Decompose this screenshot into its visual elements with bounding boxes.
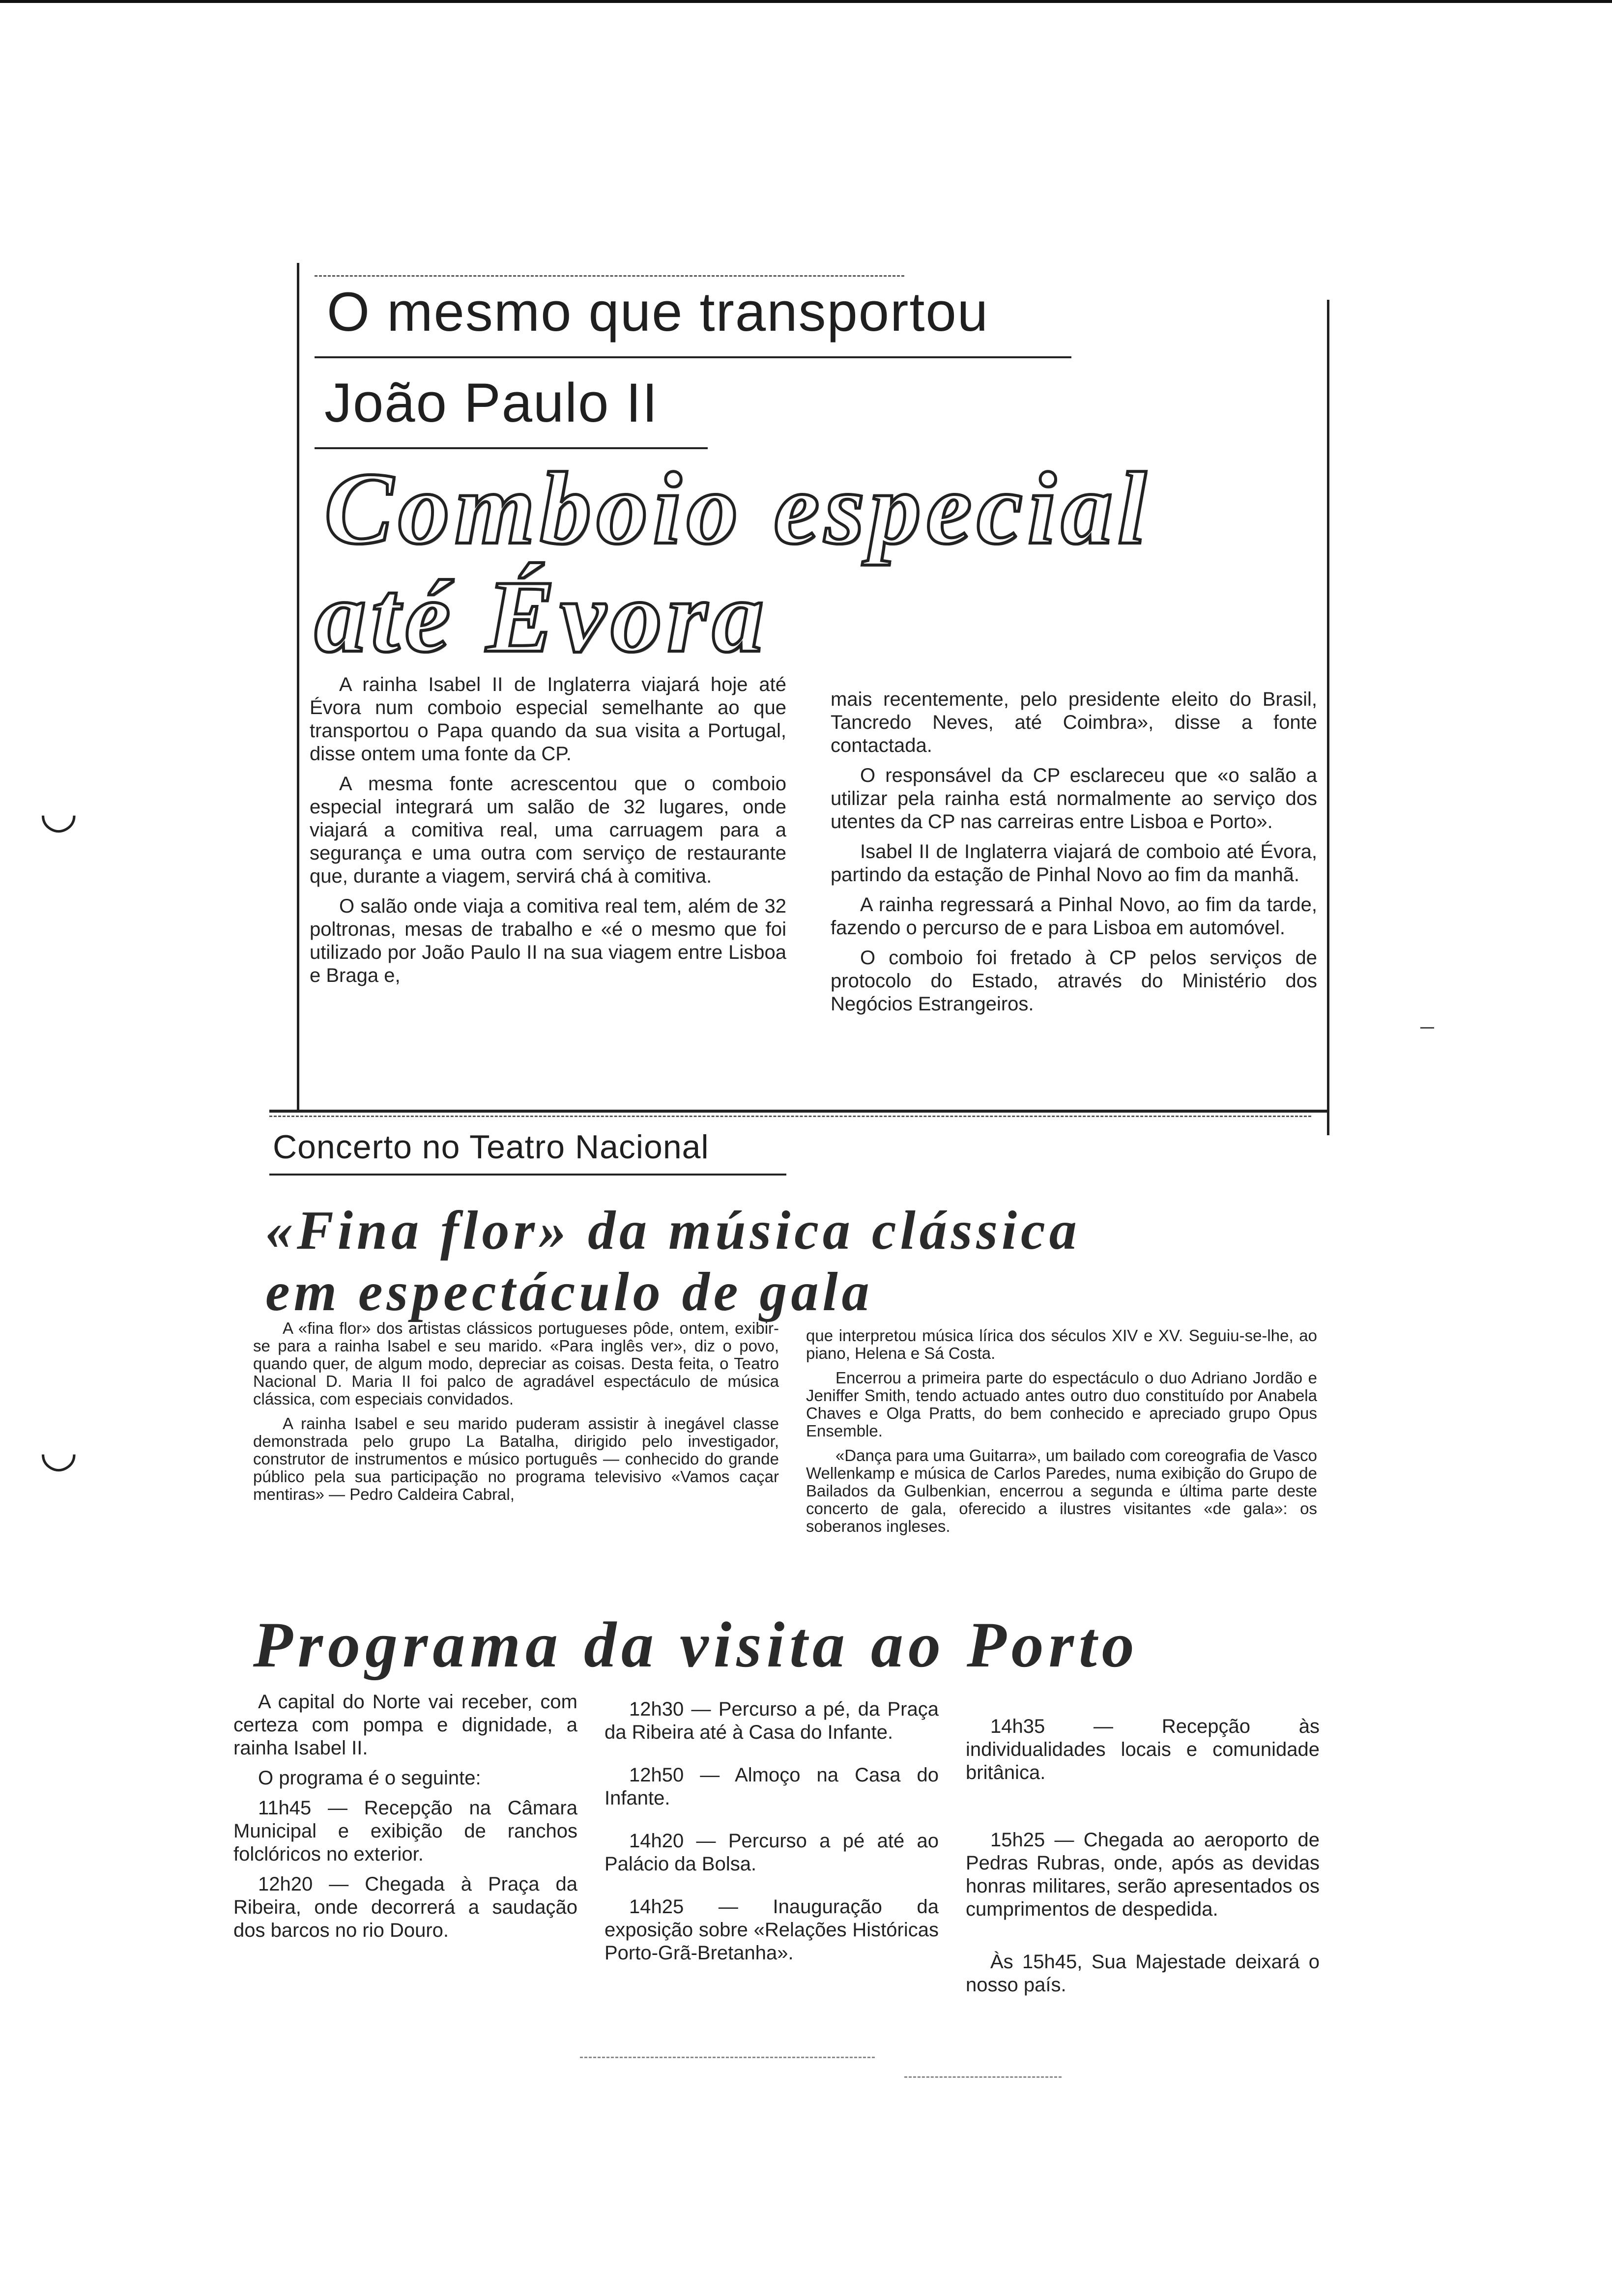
article3-column-1 xyxy=(233,1691,577,1949)
article-frame-top xyxy=(315,275,904,277)
article2-paragraph: que interpretou música lírica dos séculos XIV e XV. Seguiu-se-lhe, ao piano, Helena e Sá Costa. xyxy=(806,1326,1317,1362)
article1-paragraph: mais recentemente, pelo presidente eleito do Brasil, Tancredo Neves, até Coimbra», disse a fonte contactada. xyxy=(831,689,1317,756)
article2-paragraph: Encerrou a primeira parte do espectáculo o duo Adriano Jordão e Jeniffer Smith, tendo actuado antes outro duo constituído por Anabela Chaves e Olga Pratts, do bem conhecido e apreciado grupo Opus Ensemble. xyxy=(806,1369,1317,1440)
article1-paragraph: Isabel II de Inglaterra viajará de comboio até Évora, partindo da estação de Pinhal Novo ao fim da manhã. xyxy=(831,841,1317,886)
article1-paragraph: O responsável da CP esclareceu que «o salão a utilizar pela rainha está normalmente ao serviço dos utentes da CP nas carreiras entre Lisboa e Porto». xyxy=(831,765,1317,832)
margin-tick xyxy=(1420,1027,1434,1029)
article3-paragraph: O programa é o seguinte: xyxy=(258,1767,481,1789)
article3-paragraph: 14h25 — Inauguração da exposição sobre «Relações Históricas Porto-Grã-Bretanha». xyxy=(604,1896,939,1964)
article1-headline-line1: Comboio especial xyxy=(324,452,1151,566)
bottom-dashed-rule xyxy=(580,2057,875,2058)
article2-headline-line1: «Fina flor» da música clássica xyxy=(265,1200,1081,1261)
article3-paragraph: 12h30 — Percurso a pé, da Praça da Ribeira até à Casa do Infante. xyxy=(604,1698,939,1743)
article3-paragraph: 14h35 — Recepção às individualidades locais e comunidade britânica. xyxy=(966,1716,1320,1783)
punch-hole-mark: ◡ xyxy=(39,1427,78,1476)
article1-column-2 xyxy=(831,688,1317,1023)
article-frame-bottom xyxy=(269,1110,1329,1113)
article2-column-2 xyxy=(806,1327,1317,1542)
article1-kicker-line1: O mesmo que transportou xyxy=(327,281,989,343)
article2-paragraph: A rainha Isabel e seu marido puderam assistir à inegável classe demonstrada pelo grupo La Batalha, dirigido pelo investigador, construtor de instrumentos e músico português — conhecido do grande público pela sua participação no programa televisivo «Vamos caçar mentiras» — Pedro Caldeira Cabral, xyxy=(253,1414,779,1503)
bottom-dashed-rule xyxy=(904,2076,1062,2078)
article2-column-1 xyxy=(253,1320,779,1510)
kicker-underline xyxy=(315,447,708,449)
article3-column-2 xyxy=(604,1698,939,1972)
article1-paragraph: A mesma fonte acrescentou que o comboio especial integrará um salão de 32 lugares, onde viajará a comitiva real, uma carruagem para a segurança e uma outra com serviço de restaurante que, durante a viagem, servirá chá à comitiva. xyxy=(310,773,786,887)
article2-kicker: Concerto no Teatro Nacional xyxy=(273,1128,709,1166)
article3-paragraph: 14h20 — Percurso a pé até ao Palácio da Bolsa. xyxy=(604,1830,939,1875)
top-edge-rule xyxy=(0,0,1612,3)
article1-paragraph: A rainha Isabel II de Inglaterra viajará hoje até Évora num comboio especial semelhante ao que transportou o Papa quando da sua visita a Portugal, disse ontem uma fonte da CP. xyxy=(310,674,786,765)
article2-paragraph: A «fina flor» dos artistas clássicos portugueses pôde, ontem, exibir-se para a rainha Isabel e seu marido. «Para inglês ver», diz o povo, quando quer, de algum modo, depreciar as coisas. Desta feita, o Teatro Nacional D. Maria II foi palco de agradável espectáculo de música clássica, com especiais convidados. xyxy=(253,1319,779,1408)
article1-kicker-line2: João Paulo II xyxy=(324,372,659,433)
article3-paragraph: 12h20 — Chegada à Praça da Ribeira, onde decorrerá a saudação dos barcos no rio Douro. xyxy=(233,1873,577,1941)
article3-paragraph: A capital do Norte vai receber, com certeza com pompa e dignidade, a rainha Isabel II. xyxy=(233,1691,577,1759)
article2-headline-line2: em espectáculo de gala xyxy=(265,1262,873,1322)
kicker-underline xyxy=(269,1174,786,1176)
article1-paragraph: O salão onde viaja a comitiva real tem, além de 32 poltronas, mesas de trabalho e «é o mesmo que foi utilizado por João Paulo II na sua viagem entre Lisboa e Braga e, xyxy=(310,895,786,986)
article3-column-3 xyxy=(966,1715,1320,2004)
article3-paragraph: 15h25 — Chegada ao aeroporto de Pedras Rubras, onde, após as devidas honras militares, serão apresentados os cumprimentos de despedida. xyxy=(966,1829,1320,1920)
article3-headline: Programa da visita ao Porto xyxy=(253,1608,1139,1681)
article3-paragraph: 11h45 — Recepção na Câmara Municipal e exibição de ranchos folclóricos no exterior. xyxy=(233,1797,577,1865)
article3-paragraph: Às 15h45, Sua Majestade deixará o nosso país. xyxy=(966,1951,1320,1996)
article1-column-1 xyxy=(310,673,786,994)
kicker-underline xyxy=(315,356,1071,358)
article2-paragraph: «Dança para uma Guitarra», um bailado com coreografia de Vasco Wellenkamp e música de Carlos Paredes, numa exibição do Grupo de Bailados da Gulbenkian, encerrou a segunda e última parte deste concerto de gala, oferecido a ilustres visitantes «de gala»: os soberanos ingleses. xyxy=(806,1446,1317,1535)
article3-paragraph: 12h50 — Almoço na Casa do Infante. xyxy=(604,1764,939,1809)
article-frame-left xyxy=(297,263,299,1112)
article-frame-bottom-dashed xyxy=(269,1116,1311,1117)
punch-hole-mark: ◡ xyxy=(39,788,78,837)
article1-paragraph: A rainha regressará a Pinhal Novo, ao fim da tarde, fazendo o percurso de e para Lisboa em automóvel. xyxy=(831,894,1317,939)
article1-headline-line2: até Évora xyxy=(315,560,769,674)
article1-paragraph: O comboio foi fretado à CP pelos serviços de protocolo do Estado, através do Ministério dos Negócios Estrangeiros. xyxy=(831,947,1317,1015)
article-frame-right xyxy=(1327,300,1329,1135)
